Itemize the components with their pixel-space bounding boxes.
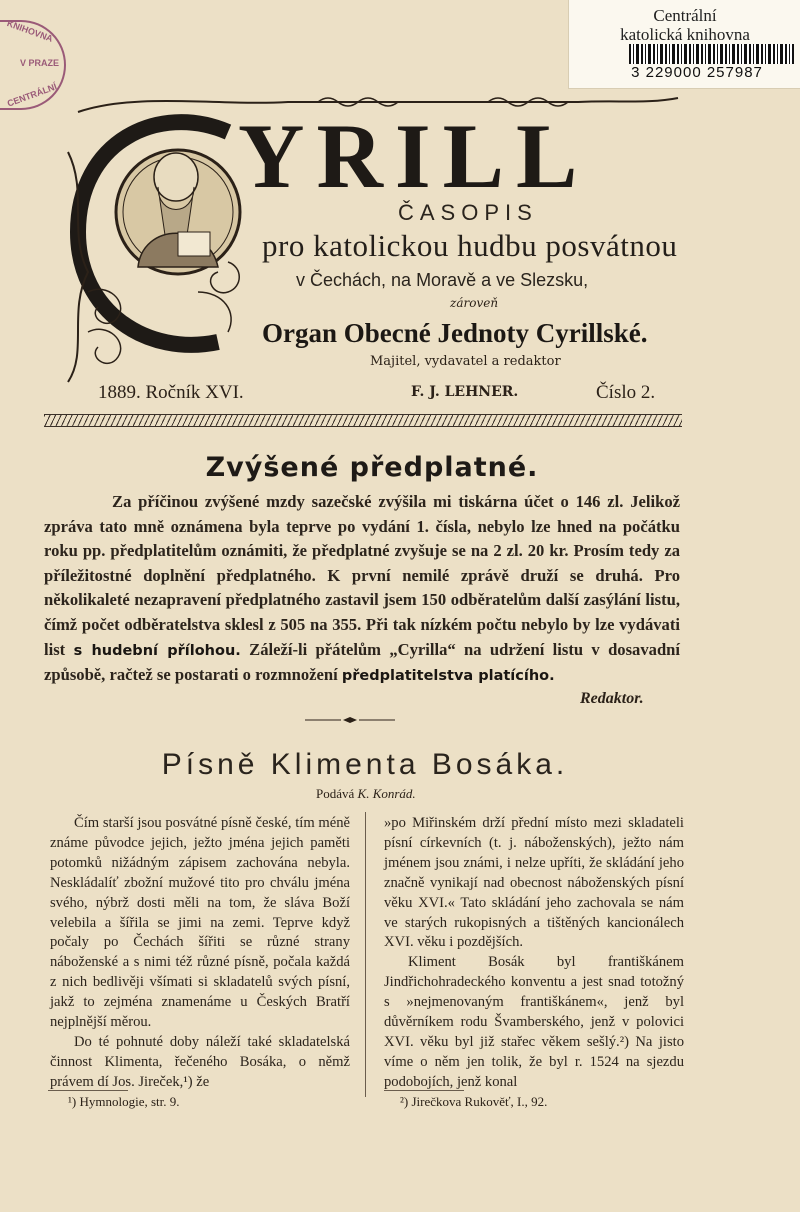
masthead-type: ČASOPIS [398, 200, 538, 225]
article-column-left [50, 814, 350, 1093]
article-byline [316, 786, 416, 802]
masthead-owner-line: Majitel, vydavatel a redaktor [370, 354, 561, 369]
year-volume: 1889. Ročník XVI. [98, 382, 244, 403]
notice-emphasis-a: s hudební přílohou. [73, 642, 241, 659]
notice-text-b: Záleží-li přátelům „Cyrilla“ na udržení listu v dosavadní způsobě, račtež se postarati o rozmnožení [44, 639, 681, 685]
footnote-2: ²) Jirečkova Rukověť, I., 92. [400, 1094, 548, 1109]
masthead-organ: Organ Obecné Jednoty Cyrillské. [262, 318, 648, 348]
left-paragraph-1: Čím starší jsou posvátné písně české, tím méně známe původce jejich, ježto jména jejich paměti potomků nižádným zápisem zachována nebyla. Neskládalíť zbožní mužové tito pro chválu jména svého, nýbrž dosti měli na tom, že sláva Boží velebila a šířila se jimi na zemi. Teprve když počaly po Čechách šířiti se různé strany náboženské a s nimi též různé písně, počala každá z nich bedlivěji všímati si skladatelů svých písní, jakž to zejména znamenáme u Českých Bratří nejplnější měrou. [50, 815, 350, 1031]
footnote-rule-left [48, 1090, 128, 1091]
masthead-subtitle: pro katolickou hudbu posvátnou [262, 228, 678, 263]
article-column-right [384, 814, 684, 1093]
library-name-line1: Centrální [653, 6, 717, 25]
article-title: Písně Klimenta Bosáka. [161, 748, 569, 781]
notice-signature: Redaktor. [580, 690, 644, 707]
footnote-rule-right [384, 1090, 464, 1091]
barcode-number: 3 229000 257987 [597, 64, 797, 81]
notice-text-a: Za příčinou zvýšené mzdy sazečské zvýšila mi tiskárna účet o 146 zl. Jelikož zpráva tato mně oznámena byla teprve po vydání 1. čísla, nebylo lze hned na počátku roku pp. předplatitelům oznámiti, že předplatné zvyšuje se na 2 zl. 20 kr. Prosím tedy za příležitostné doplnění předplatného. K první nemilé zprávě druží se druhá. Pro několikaleté nezapravení předplatného zastavil jsem 150 odběratelům další zasýlání listu, čímž počet odběratelstva sklesl z 505 na 355. Při tak nízkém počtu nebylo by lze vydávati list [44, 492, 680, 659]
column-separator [365, 812, 366, 1097]
stamp-top-text: KNIHOVNA [5, 18, 55, 44]
notice-emphasis-b: předplatitelstva platícího. [341, 668, 555, 685]
footnote-1: ¹) Hymnologie, str. 9. [68, 1094, 180, 1109]
stamp-middle-text: V PRAZE [20, 58, 60, 68]
section-divider [305, 716, 395, 724]
masthead-also: zároveň [450, 296, 499, 310]
letter-c-ornament [78, 122, 240, 345]
editor-name: F. J. LEHNER. [411, 384, 519, 400]
notice-heading: Zvýšené předplatné. [205, 452, 539, 483]
library-name-line2: katolická knihovna [620, 25, 750, 44]
library-name [569, 6, 800, 44]
library-stamp [0, 20, 66, 110]
masthead-title: YRILL [238, 105, 590, 207]
masthead-region: v Čechách, na Moravě a ve Slezsku, [296, 270, 589, 290]
library-label [568, 0, 800, 89]
right-paragraph-1: »po Miřinském drží přední místo mezi skladateli písní církevních (t. j. náboženských), ježto nám jménem jsou známi, i nelze upříti, že skládání jeho značně vynikají nad obecnost náboženských písní věku XVI.« Tato skládání jeho zachovala se nám ve starých rukopisných a tištěných kancionálech XVI. věku i pozdějších. [384, 815, 684, 951]
hatched-rule [44, 414, 682, 427]
notice-paragraph [44, 490, 680, 689]
left-paragraph-2: Do té pohnuté doby náleží také skladatelská činnost Klimenta, řečeného Bosáka, o němž právem dí Jos. Jireček,¹) že [50, 1033, 350, 1090]
stamp-side-text: CENTRÁLNÍ [5, 81, 59, 109]
byline-prefix: Podává [316, 786, 355, 801]
right-paragraph-2: Kliment Bosák byl františkánem Jindřichohradeckého konventu a jest snad totožný s »nejmenovaným františkánem«, jenž byl důvěrníkem rodu Švamberského, jenž v polovici XVI. věku byl již stařec věkem sešlý.²) Na jisto víme o něm jen tolik, že byl r. 1524 na sjezdu podobojích, jenž konal [384, 954, 684, 1090]
byline-author: K. Konrád. [357, 786, 416, 801]
issue-number: Číslo 2. [596, 382, 656, 403]
